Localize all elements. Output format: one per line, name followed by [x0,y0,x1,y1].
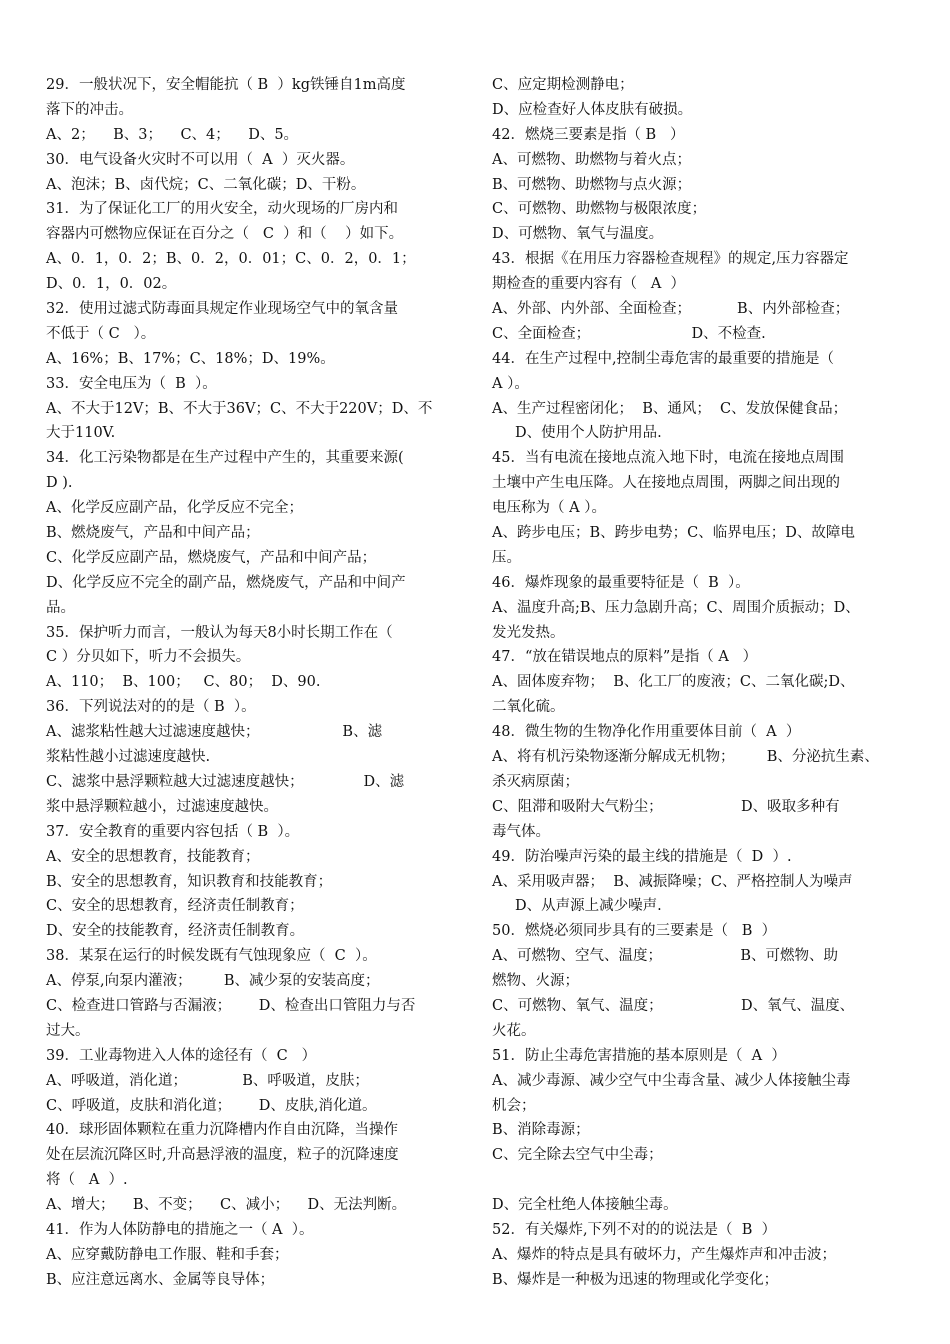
text-line: 杀灭病原菌； [492,773,579,790]
text-line: 48．微生物的生物净化作用重要体目前（ A ） [492,724,801,741]
text-line: C、可燃物、氧气、温度； D、氧气、温度、 [492,997,855,1014]
text-line: A、不大于12V；B、不大于36V；C、不大于220V；D、不 [46,400,433,417]
text-line: 将（ A ）. [46,1172,128,1189]
right-column [492,73,912,1293]
text-line: 46．爆炸现象的最重要特征是（ B ）。 [492,574,750,591]
text-line: A、滤浆粘性越大过滤速度越快； B、滤 [46,724,383,741]
text-line: B、安全的思想教育，知识教育和技能教育； [46,873,333,890]
text-line: D、化学反应不完全的副产品，燃烧废气，产品和中间产 [46,574,406,591]
text-line: A、固体废弃物； B、化工厂的废液；C、二氧化碳;D、 [492,674,855,691]
text-line: A、减少毒源、减少空气中尘毒含量、减少人体接触尘毒 [492,1072,851,1089]
text-line: A、停泵,向泵内灌液； B、减少泵的安装高度； [46,973,380,990]
text-line: 30．电气设备火灾时不可以用（ A ）灭火器。 [46,151,355,168]
text-line: 火花。 [492,1022,536,1039]
text-line: 39．工业毒物进入人体的途径有（ C ） [46,1047,317,1064]
text-line: 落下的冲击。 [46,101,133,118]
text-line: 毒气体。 [492,823,550,840]
text-line: A、110； B、100； C、80； D、90. [46,674,321,691]
text-line: D ). [46,475,73,492]
text-line: 47．“放在错误地点的原料”是指（ A ） [492,649,758,666]
text-line: B、燃烧废气，产品和中间产品； [46,525,260,542]
text-line: 容器内可燃物应保证在百分之（ C ）和（ ）如下。 [46,226,404,243]
text-line: D、安全的技能教育，经济责任制教育。 [46,923,305,940]
text-line: 二氧化硫。 [492,699,565,716]
left-column [46,73,458,1293]
text-line [492,1168,912,1193]
text-line: D、应检查好人体皮肤有破损。 [492,101,693,118]
text-line: D、可燃物、氧气与温度。 [492,226,664,243]
text-line: A、可燃物、空气、温度； B、可燃物、助 [492,948,838,965]
text-line: 发光发热。 [492,624,565,641]
text-line: 50．燃烧必须同步具有的三要素是（ B ） [492,923,777,940]
text-line: 33．安全电压为（ B ）。 [46,375,217,392]
text-line: 压。 [492,549,521,566]
text-line: A、爆炸的特点是具有破坏力，产生爆炸声和冲击波； [492,1246,836,1263]
text-line: 燃物、火源； [492,973,579,990]
text-line: 43．根据《在用压力容器检查规程》的规定,压力容器定 [492,251,849,268]
text-line: 41．作为人体防静电的措施之一（ A ）。 [46,1221,314,1238]
text-line: B、可燃物、助燃物与点火源； [492,176,692,193]
text-line: A、应穿戴防静电工作服、鞋和手套； [46,1246,289,1263]
text-line: D、0．1，0．02。 [46,276,177,293]
text-line: 浆粘性越小过滤速度越快. [46,749,211,766]
text-line: C、安全的思想教育，经济责任制教育； [46,898,304,915]
text-line: 49．防治噪声污染的最主线的措施是（ D ）. [492,848,792,865]
text-line: A、2； B、3； C、4； D、5。 [46,126,299,143]
text-line: 29．一般状况下，安全帽能抗（ B ）kg铁锤自1m高度 [46,77,406,93]
text-line: B、消除毒源； [492,1122,590,1139]
text-line: 37．安全教育的重要内容包括（ B ）。 [46,823,300,840]
text-line: C、滤浆中悬浮颗粒越大过滤速度越快； D、滤 [46,773,405,790]
text-line: A、呼吸道，消化道； B、呼吸道，皮肤； [46,1072,369,1089]
text-line: D、从声源上减少噪声. [492,898,662,915]
text-line: C ）分贝如下，听力不会损失。 [46,649,251,666]
text-line: 42．燃烧三要素是指（ B ） [492,126,685,143]
text-line: A、0．1，0．2；B、0．2，0．01；C、0．2，0．1； [46,251,416,268]
text-line: 浆中悬浮颗粒越小，过滤速度越快。 [46,798,278,815]
text-line: C、呼吸道，皮肤和消化道； D、皮肤,消化道。 [46,1097,377,1114]
text-line: 土壤中产生电压降。人在接地点周围，两脚之间出现的 [492,475,840,492]
text-line: C、阻滞和吸附大气粉尘； D、吸取多种有 [492,798,840,815]
text-line: 40．球形固体颗粒在重力沉降槽内作自由沉降，当操作 [46,1122,398,1139]
text-line: 51．防止尘毒危害措施的基本原则是（ A ） [492,1047,786,1064]
text-line: 52．有关爆炸,下列不对的的说法是（ B ） [492,1221,777,1238]
text-line: C、检查进口管路与否漏液； D、检查出口管阻力与否 [46,997,416,1014]
text-line: A、安全的思想教育，技能教育； [46,848,260,865]
text-line: D、完全杜绝人体接触尘毒。 [492,1197,678,1214]
text-line: 36．下列说法对的的是（ B ）。 [46,699,256,716]
text-line: B、爆炸是一种极为迅速的物理或化学变化； [492,1271,779,1288]
text-line: 35．保护听力而言，一般认为每天8小时长期工作在（ [46,624,393,641]
text-line: 34．化工污染物都是在生产过程中产生的，其重要来源( [46,450,404,467]
text-line: D、使用个人防护用品. [492,425,662,442]
text-line: A、生产过程密闭化； B、通风； C、发放保健食品； [492,400,848,417]
text-line: A、泡沫；B、卤代烷；C、二氧化碳；D、干粉。 [46,176,366,193]
text-line: A、跨步电压；B、跨步电势；C、临界电压；D、故障电 [492,525,855,542]
text-line: 38．某泵在运行的时候发既有气蚀现象应（ C ）。 [46,948,377,965]
text-line: C、全面检查； D、不检查. [492,325,766,342]
text-line: 不低于（ C ）。 [46,325,156,342]
text-line: A、16%；B、17%；C、18%；D、19%。 [46,350,335,367]
text-line: C、化学反应副产品，燃烧废气，产品和中间产品； [46,549,377,566]
text-line: C、完全除去空气中尘毒； [492,1147,663,1164]
text-line: A、将有机污染物逐渐分解成无机物； B、分泌抗生素、 [492,749,879,766]
text-line: A、温度升高;B、压力急剧升高；C、周围介质振动；D、 [492,599,860,616]
text-line: 期检查的重要内容有（ A ） [492,276,686,293]
text-line: C、应定期检测静电； [492,77,634,93]
text-line: 32．使用过滤式防毒面具规定作业现场空气中的氧含量 [46,301,398,318]
text-line: 机会； [492,1097,536,1114]
text-line: A、增大； B、不变； C、减小； D、无法判断。 [46,1197,407,1214]
text-line: 处在层流沉降区时,升高悬浮液的温度，粒子的沉降速度 [46,1147,399,1164]
text-line: A、化学反应副产品，化学反应不完全； [46,500,303,517]
text-line: 45．当有电流在接地点流入地下时，电流在接地点周围 [492,450,844,467]
text-line: 过大。 [46,1022,90,1039]
text-line: 品。 [46,599,75,616]
text-line: B、应注意远离水、金属等良导体； [46,1271,275,1288]
text-line: A ）。 [492,375,529,392]
text-line: C、可燃物、助燃物与极限浓度； [492,201,707,218]
text-line: A、外部、内外部、全面检查； B、内外部检查； [492,301,850,318]
text-line: 电压称为（ A ）。 [492,500,606,517]
text-line: A、可燃物、助燃物与着火点； [492,151,691,168]
text-line: A、采用吸声器； B、减振降噪；C、严格控制人为噪声 [492,873,853,890]
text-line: 31．为了保证化工厂的用火安全，动火现场的厂房内和 [46,201,398,218]
text-line: 大于110V. [46,425,116,442]
text-line: 44．在生产过程中,控制尘毒危害的最重要的措施是（ [492,350,835,367]
